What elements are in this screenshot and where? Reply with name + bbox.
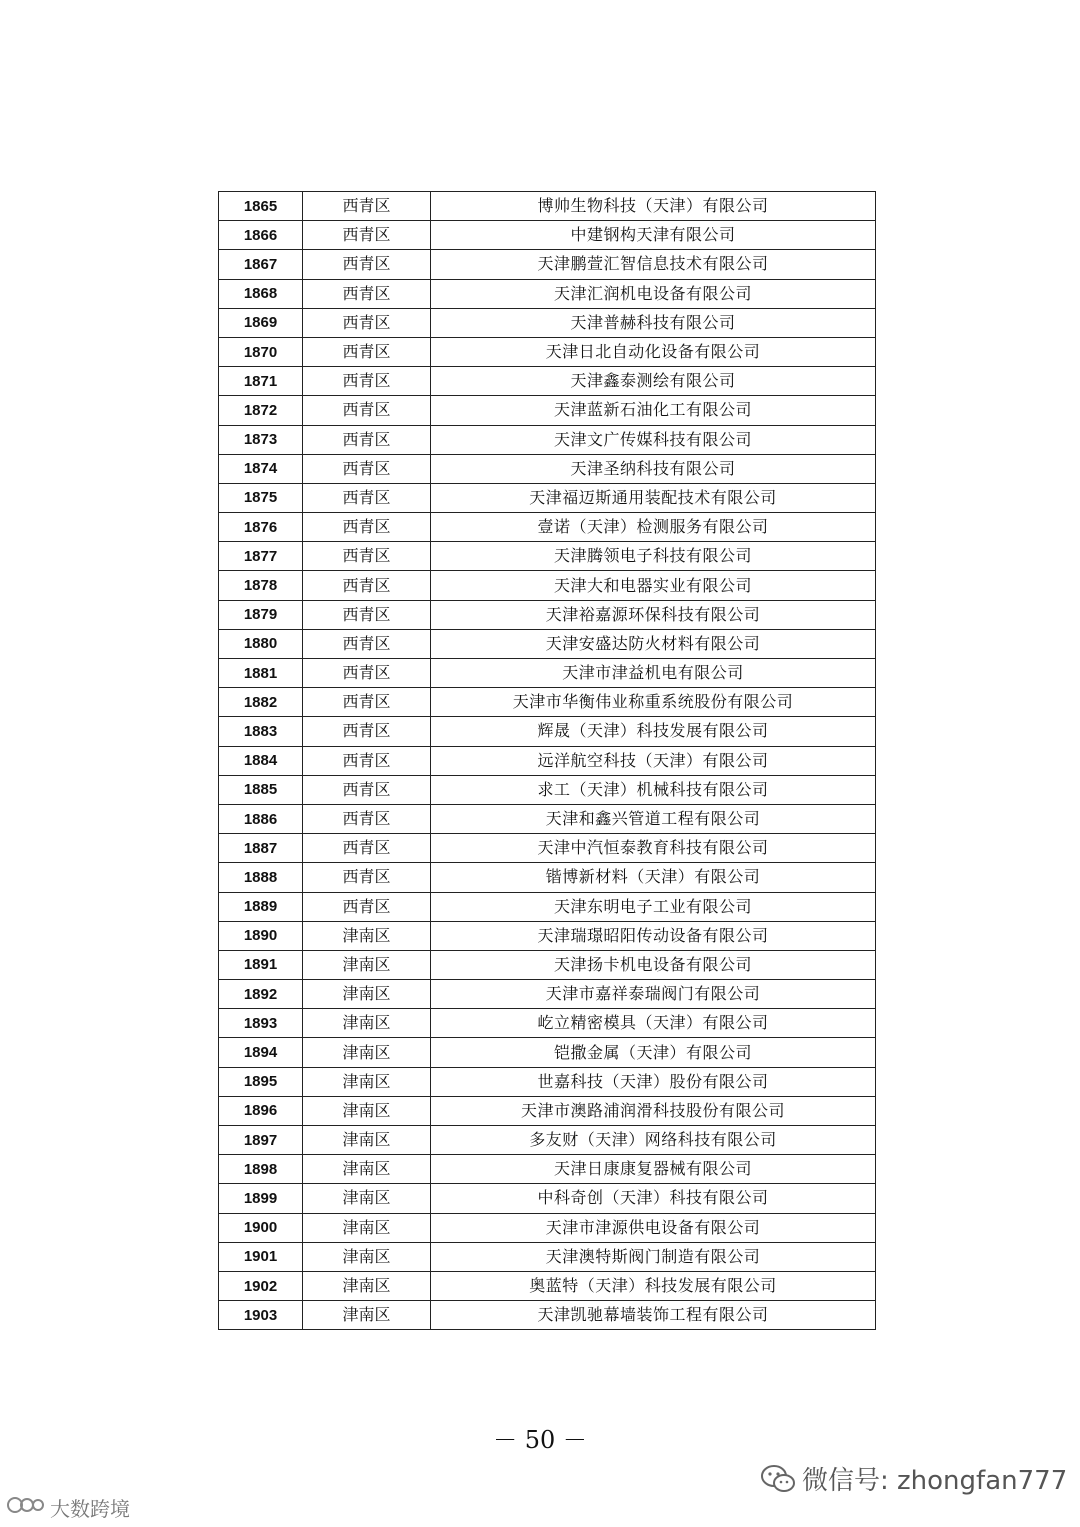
table-row: [219, 1184, 876, 1213]
district-cell: 西青区: [303, 775, 431, 804]
district-cell: 西青区: [303, 192, 431, 221]
company-name-cell: 天津和鑫兴管道工程有限公司: [431, 804, 876, 833]
table-row: [219, 688, 876, 717]
district-cell: 津南区: [303, 1271, 431, 1300]
table-row: [219, 396, 876, 425]
row-number-cell: 1899: [219, 1184, 303, 1213]
company-name-cell: 天津日北自动化设备有限公司: [431, 337, 876, 366]
district-cell: 西青区: [303, 308, 431, 337]
district-cell: 西青区: [303, 688, 431, 717]
wechat-id-text: 微信号: zhongfan777: [802, 1466, 1068, 1496]
company-name-cell: 中科奇创（天津）科技有限公司: [431, 1184, 876, 1213]
company-list-table-wrap: [218, 191, 874, 1330]
company-name-cell: 世嘉科技（天津）股份有限公司: [431, 1067, 876, 1096]
company-name-cell: 壹诺（天津）检测服务有限公司: [431, 513, 876, 542]
table-row: [219, 279, 876, 308]
company-name-cell: 天津市华衡伟业称重系统股份有限公司: [431, 688, 876, 717]
row-number-cell: 1882: [219, 688, 303, 717]
brand-logo-icon: [6, 1494, 46, 1521]
row-number-cell: 1881: [219, 659, 303, 688]
company-name-cell: 天津圣纳科技有限公司: [431, 454, 876, 483]
company-name-cell: 天津日康康复器械有限公司: [431, 1155, 876, 1184]
district-cell: 津南区: [303, 980, 431, 1009]
row-number-cell: 1877: [219, 542, 303, 571]
company-name-cell: 天津文广传媒科技有限公司: [431, 425, 876, 454]
district-cell: 西青区: [303, 279, 431, 308]
row-number-cell: 1900: [219, 1213, 303, 1242]
table-row: [219, 571, 876, 600]
row-number-cell: 1876: [219, 513, 303, 542]
table-body: [219, 192, 876, 1330]
row-number-cell: 1865: [219, 192, 303, 221]
district-cell: 西青区: [303, 834, 431, 863]
company-name-cell: 天津裕嘉源环保科技有限公司: [431, 600, 876, 629]
table-row: [219, 892, 876, 921]
table-row: [219, 746, 876, 775]
district-cell: 津南区: [303, 1009, 431, 1038]
row-number-cell: 1891: [219, 950, 303, 979]
brand-watermark-text: 大数跨境: [50, 1497, 130, 1521]
table-row: [219, 1038, 876, 1067]
table-row: [219, 863, 876, 892]
company-name-cell: 天津澳特斯阀门制造有限公司: [431, 1242, 876, 1271]
company-name-cell: 天津瑞璟昭阳传动设备有限公司: [431, 921, 876, 950]
district-cell: 津南区: [303, 1184, 431, 1213]
company-name-cell: 天津市津源供电设备有限公司: [431, 1213, 876, 1242]
table-row: [219, 513, 876, 542]
district-cell: 西青区: [303, 746, 431, 775]
district-cell: 津南区: [303, 1155, 431, 1184]
district-cell: 西青区: [303, 250, 431, 279]
table-row: [219, 1096, 876, 1125]
company-name-cell: 天津凯驰幕墙装饰工程有限公司: [431, 1301, 876, 1330]
company-name-cell: 天津福迈斯通用装配技术有限公司: [431, 483, 876, 512]
wechat-watermark: [760, 1460, 1067, 1497]
table-row: [219, 308, 876, 337]
district-cell: 西青区: [303, 600, 431, 629]
district-cell: 西青区: [303, 513, 431, 542]
table-row: [219, 1067, 876, 1096]
district-cell: 西青区: [303, 396, 431, 425]
district-cell: 西青区: [303, 337, 431, 366]
row-number-cell: 1887: [219, 834, 303, 863]
row-number-cell: 1901: [219, 1242, 303, 1271]
table-row: [219, 1301, 876, 1330]
table-row: [219, 367, 876, 396]
district-cell: 西青区: [303, 804, 431, 833]
table-row: [219, 1009, 876, 1038]
row-number-cell: 1879: [219, 600, 303, 629]
company-name-cell: 中建钢构天津有限公司: [431, 221, 876, 250]
row-number-cell: 1890: [219, 921, 303, 950]
table-row: [219, 250, 876, 279]
table-row: [219, 717, 876, 746]
company-name-cell: 辉晟（天津）科技发展有限公司: [431, 717, 876, 746]
district-cell: 西青区: [303, 425, 431, 454]
district-cell: 津南区: [303, 1096, 431, 1125]
row-number-cell: 1869: [219, 308, 303, 337]
row-number-cell: 1888: [219, 863, 303, 892]
row-number-cell: 1903: [219, 1301, 303, 1330]
company-name-cell: 天津扬卡机电设备有限公司: [431, 950, 876, 979]
company-name-cell: 天津市津益机电有限公司: [431, 659, 876, 688]
row-number-cell: 1886: [219, 804, 303, 833]
district-cell: 西青区: [303, 863, 431, 892]
table-row: [219, 804, 876, 833]
company-name-cell: 天津蓝新石油化工有限公司: [431, 396, 876, 425]
district-cell: 西青区: [303, 454, 431, 483]
table-row: [219, 337, 876, 366]
table-row: [219, 659, 876, 688]
district-cell: 西青区: [303, 892, 431, 921]
company-name-cell: 天津大和电器实业有限公司: [431, 571, 876, 600]
company-name-cell: 屹立精密模具（天津）有限公司: [431, 1009, 876, 1038]
row-number-cell: 1874: [219, 454, 303, 483]
company-name-cell: 天津东明电子工业有限公司: [431, 892, 876, 921]
district-cell: 西青区: [303, 629, 431, 658]
table-row: [219, 950, 876, 979]
district-cell: 津南区: [303, 1242, 431, 1271]
table-row: [219, 542, 876, 571]
table-row: [219, 1213, 876, 1242]
row-number-cell: 1872: [219, 396, 303, 425]
district-cell: 津南区: [303, 1213, 431, 1242]
company-name-cell: 远洋航空科技（天津）有限公司: [431, 746, 876, 775]
row-number-cell: 1894: [219, 1038, 303, 1067]
district-cell: 津南区: [303, 1067, 431, 1096]
row-number-cell: 1898: [219, 1155, 303, 1184]
district-cell: 西青区: [303, 367, 431, 396]
district-cell: 西青区: [303, 659, 431, 688]
row-number-cell: 1875: [219, 483, 303, 512]
brand-watermark: [6, 1493, 130, 1522]
district-cell: 西青区: [303, 221, 431, 250]
company-name-cell: 天津汇润机电设备有限公司: [431, 279, 876, 308]
district-cell: 西青区: [303, 717, 431, 746]
row-number-cell: 1878: [219, 571, 303, 600]
row-number-cell: 1884: [219, 746, 303, 775]
company-list-table: [218, 191, 876, 1330]
table-row: [219, 834, 876, 863]
district-cell: 津南区: [303, 921, 431, 950]
row-number-cell: 1871: [219, 367, 303, 396]
table-row: [219, 600, 876, 629]
table-row: [219, 1126, 876, 1155]
district-cell: 西青区: [303, 571, 431, 600]
row-number-cell: 1889: [219, 892, 303, 921]
district-cell: 西青区: [303, 542, 431, 571]
row-number-cell: 1866: [219, 221, 303, 250]
row-number-cell: 1892: [219, 980, 303, 1009]
company-name-cell: 求工（天津）机械科技有限公司: [431, 775, 876, 804]
company-name-cell: 天津腾领电子科技有限公司: [431, 542, 876, 571]
page-number: － 50 －: [493, 1426, 587, 1454]
wechat-icon: [760, 1464, 796, 1494]
company-name-cell: 天津普赫科技有限公司: [431, 308, 876, 337]
district-cell: 津南区: [303, 1126, 431, 1155]
row-number-cell: 1873: [219, 425, 303, 454]
company-name-cell: 多友财（天津）网络科技有限公司: [431, 1126, 876, 1155]
company-name-cell: 奥蓝特（天津）科技发展有限公司: [431, 1271, 876, 1300]
company-name-cell: 天津市澳路浦润滑科技股份有限公司: [431, 1096, 876, 1125]
row-number-cell: 1902: [219, 1271, 303, 1300]
district-cell: 津南区: [303, 1038, 431, 1067]
company-name-cell: 铠撒金属（天津）有限公司: [431, 1038, 876, 1067]
table-row: [219, 192, 876, 221]
row-number-cell: 1897: [219, 1126, 303, 1155]
company-name-cell: 天津鑫泰测绘有限公司: [431, 367, 876, 396]
row-number-cell: 1896: [219, 1096, 303, 1125]
table-row: [219, 1271, 876, 1300]
row-number-cell: 1895: [219, 1067, 303, 1096]
table-row: [219, 921, 876, 950]
company-name-cell: 天津鹏萱汇智信息技术有限公司: [431, 250, 876, 279]
table-row: [219, 1155, 876, 1184]
district-cell: 津南区: [303, 1301, 431, 1330]
row-number-cell: 1870: [219, 337, 303, 366]
company-name-cell: 天津市嘉祥泰瑞阀门有限公司: [431, 980, 876, 1009]
district-cell: 津南区: [303, 950, 431, 979]
company-name-cell: 天津安盛达防火材料有限公司: [431, 629, 876, 658]
table-row: [219, 1242, 876, 1271]
row-number-cell: 1885: [219, 775, 303, 804]
district-cell: 西青区: [303, 483, 431, 512]
table-row: [219, 454, 876, 483]
row-number-cell: 1883: [219, 717, 303, 746]
row-number-cell: 1880: [219, 629, 303, 658]
row-number-cell: 1893: [219, 1009, 303, 1038]
company-name-cell: 锴博新材料（天津）有限公司: [431, 863, 876, 892]
company-name-cell: 博帅生物科技（天津）有限公司: [431, 192, 876, 221]
row-number-cell: 1867: [219, 250, 303, 279]
row-number-cell: 1868: [219, 279, 303, 308]
company-name-cell: 天津中汽恒泰教育科技有限公司: [431, 834, 876, 863]
table-row: [219, 775, 876, 804]
table-row: [219, 980, 876, 1009]
table-row: [219, 629, 876, 658]
table-row: [219, 425, 876, 454]
table-row: [219, 483, 876, 512]
table-row: [219, 221, 876, 250]
